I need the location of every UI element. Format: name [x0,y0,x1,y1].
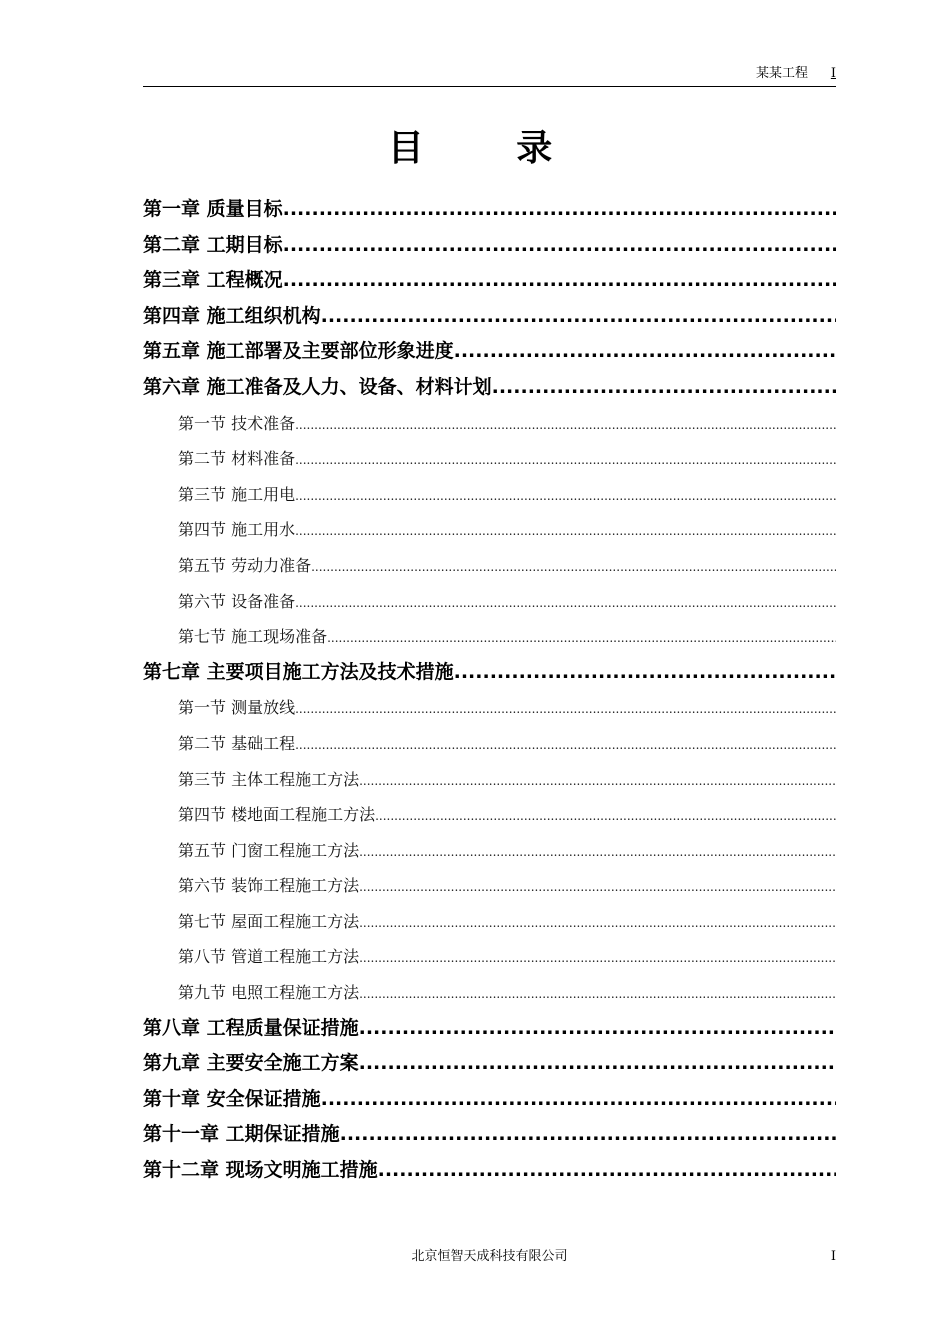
toc-entry-label: 第九章 主要安全施工方案 [143,1052,359,1075]
toc-section-entry[interactable] [143,762,836,798]
toc-section-entry[interactable] [143,726,836,762]
toc-section-entry[interactable] [143,584,836,620]
toc-entry-label: 第一节 技术准备 [178,413,296,433]
toc-entry-label: 第十二章 现场文明施工措施 [143,1159,378,1182]
toc-entry-label: 第五节 门窗工程施工方法 [178,840,360,860]
toc-dot-leader [283,192,836,228]
toc-chapter-entry[interactable] [143,370,836,406]
toc-entry-label: 第十章 安全保证措施 [143,1087,321,1110]
toc-entry-label: 第五节 劳动力准备 [178,555,312,575]
toc-section-entry[interactable] [143,441,836,477]
toc-chapter-entry[interactable] [143,192,836,228]
toc-dot-leader [295,728,836,764]
toc-dot-leader [454,334,836,370]
footer-company: 北京恒智天成科技有限公司 [411,1249,568,1264]
toc-chapter-entry[interactable] [143,1082,836,1118]
header-title: 某某工程 [755,66,808,81]
toc-dot-leader [283,228,836,264]
toc-entry-label: 第三节 施工用电 [178,484,296,504]
toc-dot-leader [321,1082,836,1118]
toc-dot-leader [359,906,836,942]
toc-section-entry[interactable] [143,939,836,975]
toc-dot-leader [295,479,836,515]
toc-section-entry[interactable] [143,548,836,584]
toc-entry-label: 第一章 质量目标 [143,198,283,220]
toc-chapter-entry[interactable] [143,655,836,691]
toc-entry-label: 第十一章 工期保证措施 [143,1123,340,1146]
toc-entry-label: 第八章 工程质量保证措施 [143,1016,359,1039]
toc-dot-leader [359,977,836,1013]
toc-section-entry[interactable] [143,690,836,726]
toc-section-entry[interactable] [143,797,836,833]
toc-chapter-entry[interactable] [143,228,836,264]
toc-chapter-entry[interactable] [143,1153,836,1189]
toc-dot-leader [295,692,836,728]
toc-dot-leader [359,764,836,800]
toc-dot-leader [454,655,836,691]
toc-entry-label: 第二节 基础工程 [178,733,296,753]
toc-entry-label: 第六章 施工准备及人力、设备、材料计划 [143,375,492,398]
toc-section-entry[interactable] [143,975,836,1011]
toc-dot-leader [375,799,836,835]
toc-entry-label: 第一节 测量放线 [178,698,296,718]
toc-section-entry[interactable] [143,477,836,513]
toc-entry-label: 第三章 工程概况 [143,269,283,292]
toc-dot-leader [378,1153,836,1189]
toc-dot-leader [359,941,836,977]
toc-entry-label: 第四节 施工用水 [178,520,296,540]
toc-entry-label: 第六节 装饰工程施工方法 [178,876,360,896]
footer-page-number: I [830,1249,836,1264]
toc-chapter-entry[interactable] [143,299,836,335]
toc-entry-label: 第七节 屋面工程施工方法 [178,911,360,931]
page-header [143,66,836,87]
page-footer [143,1248,836,1268]
toc-section-entry[interactable] [143,833,836,869]
toc-dot-leader [311,550,836,586]
table-of-contents [143,192,836,1189]
toc-entry-label: 第七章 主要项目施工方法及技术措施 [143,660,454,683]
toc-dot-leader [327,621,836,657]
toc-entry-label: 第五章 施工部署及主要部位形象进度 [143,340,454,363]
toc-section-entry[interactable] [143,868,836,904]
toc-dot-leader [321,299,836,335]
toc-section-entry[interactable] [143,619,836,655]
toc-section-entry[interactable] [143,512,836,548]
toc-entry-label: 第九节 电照工程施工方法 [178,983,360,1003]
toc-chapter-entry[interactable] [143,1011,836,1047]
toc-entry-label: 第二节 材料准备 [178,449,296,469]
toc-dot-leader [295,514,836,550]
page-title: 目 录 [387,128,593,169]
toc-dot-leader [359,1046,836,1082]
toc-dot-leader [340,1117,836,1153]
toc-entry-label: 第八节 管道工程施工方法 [178,947,360,967]
toc-entry-label: 第二章 工期目标 [143,233,283,256]
toc-dot-leader [359,835,836,871]
toc-chapter-entry[interactable] [143,334,836,370]
toc-dot-leader [295,443,836,479]
toc-dot-leader [295,408,836,444]
toc-entry-label: 第四节 楼地面工程施工方法 [178,805,376,825]
toc-chapter-entry[interactable] [143,263,836,299]
toc-entry-label: 第三节 主体工程施工方法 [178,769,360,789]
toc-entry-label: 第七节 施工现场准备 [178,627,328,647]
toc-chapter-entry[interactable] [143,1117,836,1153]
toc-dot-leader [295,586,836,622]
toc-dot-leader [283,263,836,299]
toc-chapter-entry[interactable] [143,1046,836,1082]
header-page-number: I [830,66,836,81]
toc-entry-label: 第四章 施工组织机构 [143,304,321,327]
toc-section-entry[interactable] [143,406,836,442]
toc-dot-leader [492,370,836,406]
toc-dot-leader [359,1011,836,1047]
toc-dot-leader [359,870,836,906]
toc-entry-label: 第六节 设备准备 [178,591,296,611]
toc-section-entry[interactable] [143,904,836,940]
